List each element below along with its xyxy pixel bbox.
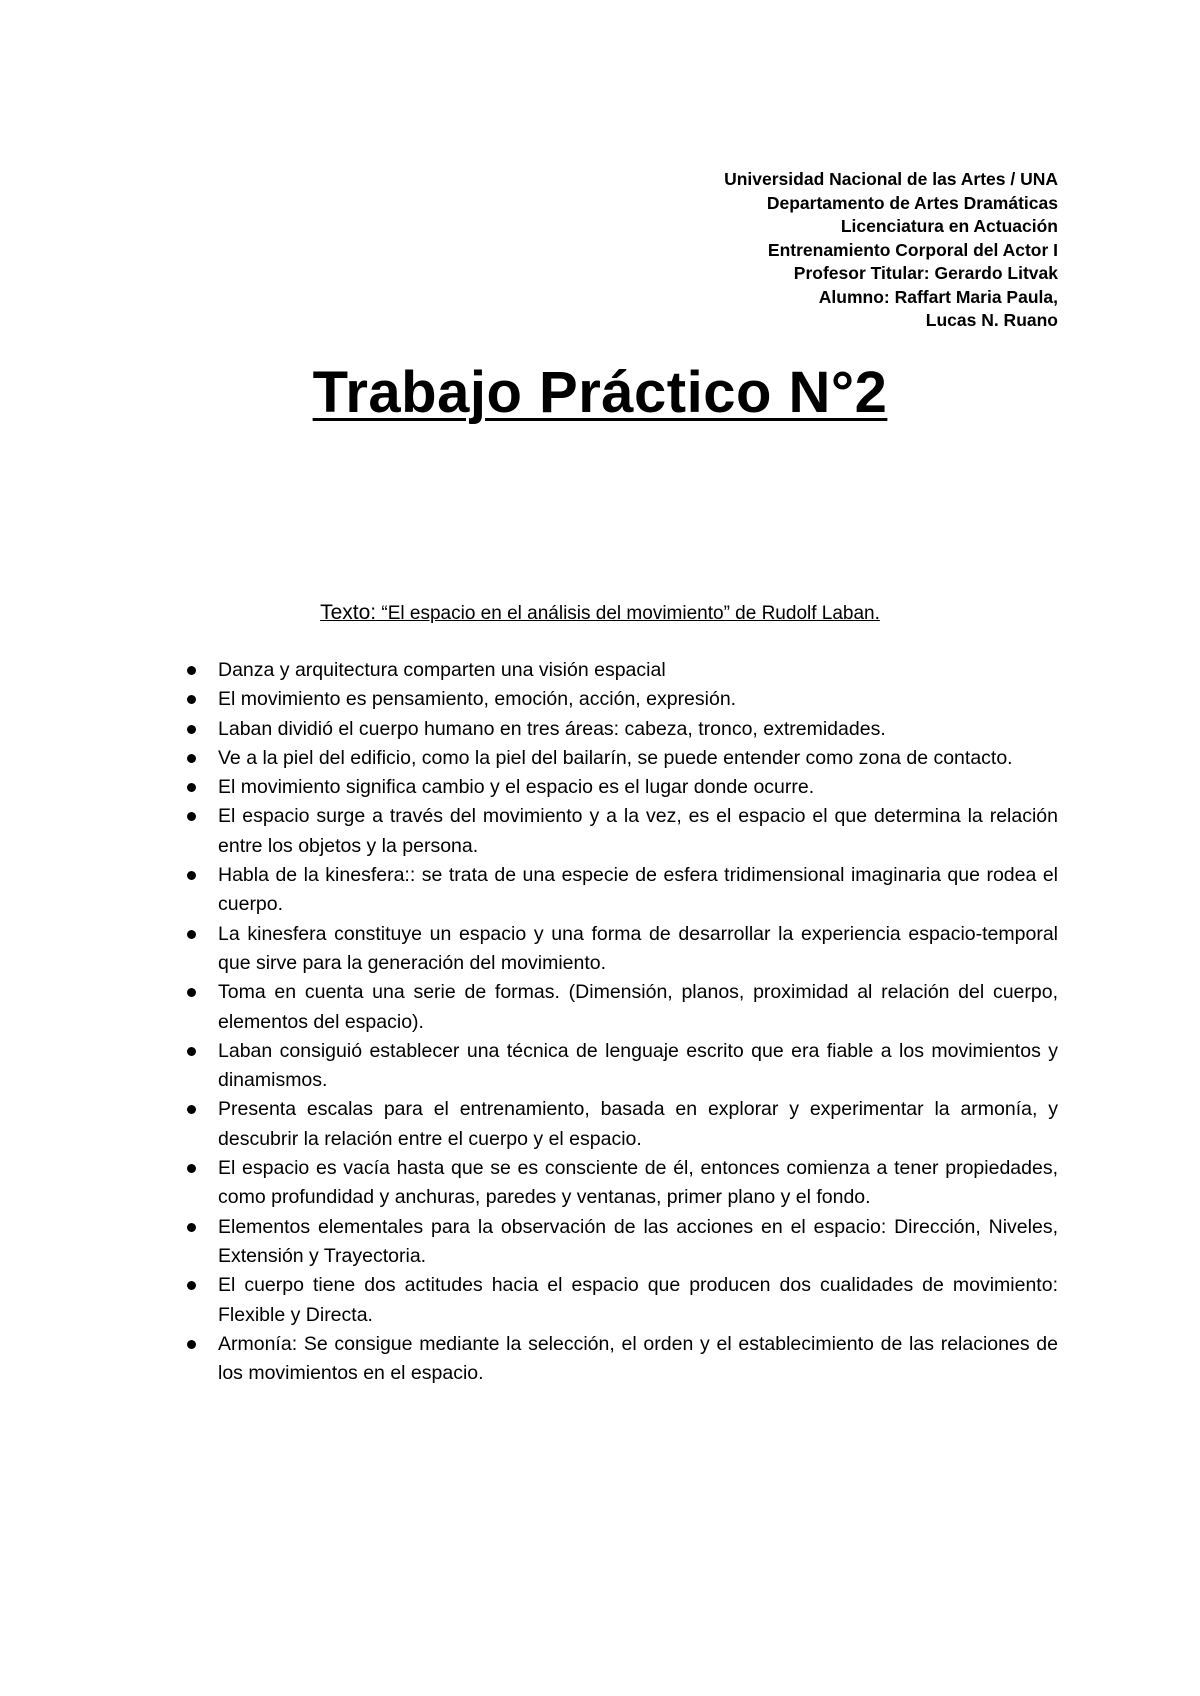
summary-bullet-list bbox=[218, 656, 1058, 1388]
list-item-text: El espacio surge a través del movimiento y a la vez, es el espacio el que determina la relación entre los objetos y la persona. bbox=[218, 805, 1058, 857]
subject-label: Texto: bbox=[320, 601, 377, 624]
list-item-text: Danza y arquitectura comparten una visión espacial bbox=[218, 659, 666, 681]
list-item bbox=[218, 1271, 1058, 1330]
list-item bbox=[218, 802, 1058, 861]
bullet-icon bbox=[187, 988, 196, 997]
list-item-text: Laban dividió el cuerpo humano en tres áreas: cabeza, tronco, extremidades. bbox=[218, 717, 886, 740]
bullet-icon bbox=[187, 930, 196, 939]
header-student-2: Lucas N. Ruano bbox=[925, 310, 1058, 330]
list-item-text: La kinesfera constituye un espacio y una forma de desarrollar la experiencia espacio-temporal que sirve para la generación del movimiento. bbox=[218, 922, 1058, 974]
bullet-icon bbox=[187, 812, 196, 821]
bullet-icon bbox=[187, 1281, 196, 1290]
list-item-text: Toma en cuenta una serie de formas. (Dimensión, planos, proximidad al relación del cuerpo, elementos del espacio). bbox=[218, 981, 1058, 1033]
institution-header bbox=[724, 168, 1058, 333]
header-student: Alumno: Raffart Maria Paula, bbox=[818, 286, 1058, 307]
header-department: Departamento de Artes Dramáticas bbox=[766, 192, 1058, 213]
header-course: Entrenamiento Corporal del Actor I bbox=[767, 239, 1058, 260]
list-item-text: Presenta escalas para el entrenamiento, basada en explorar y experimentar la armonía, y descubrir la relación entre el cuerpo y el espacio. bbox=[218, 1098, 1058, 1150]
bullet-icon bbox=[187, 695, 196, 704]
list-item bbox=[218, 1330, 1058, 1389]
bullet-icon bbox=[187, 1223, 196, 1232]
bullet-icon bbox=[187, 1340, 196, 1349]
bullet-icon bbox=[187, 666, 196, 675]
list-item-text: El cuerpo tiene dos actitudes hacia el espacio que producen dos cualidades de movimiento: Flexible y Directa. bbox=[218, 1274, 1058, 1326]
list-item-text: El espacio es vacía hasta que se es consciente de él, entonces comienza a tener propiedades, como profundidad y anchuras, paredes y ventanas, primer plano y el fondo. bbox=[218, 1157, 1058, 1209]
list-item-text: Elementos elementales para la observación de las acciones en el espacio: Dirección, Niveles, Extensión y Trayectoria. bbox=[218, 1215, 1058, 1267]
list-item-text: El movimiento es pensamiento, emoción, acción, expresión. bbox=[218, 688, 737, 711]
list-item-text: Armonía: Se consigue mediante la selección, el orden y el establecimiento de las relaciones de los movimientos en el espacio. bbox=[218, 1332, 1058, 1385]
list-item bbox=[218, 715, 1058, 744]
list-item-text: Habla de la kinesfera:: se trata de una especie de esfera tridimensional imaginaria que rodea el cuerpo. bbox=[218, 864, 1058, 916]
list-item bbox=[218, 744, 1058, 773]
document-title-text: Trabajo Práctico N°2 bbox=[312, 360, 888, 425]
list-item bbox=[218, 656, 1058, 685]
subject-text: “El espacio en el análisis del movimiento” de Rudolf Laban. bbox=[376, 603, 880, 624]
list-item bbox=[218, 1095, 1058, 1154]
header-university: Universidad Nacional de las Artes / UNA bbox=[724, 169, 1058, 189]
list-item-text: El movimiento significa cambio y el espacio es el lugar donde ocurre. bbox=[218, 776, 815, 799]
list-item bbox=[218, 1213, 1058, 1272]
bullet-icon bbox=[187, 754, 196, 763]
list-item bbox=[218, 685, 1058, 714]
text-subject bbox=[0, 600, 1200, 627]
bullet-icon bbox=[187, 871, 196, 880]
list-item bbox=[218, 861, 1058, 920]
bullet-icon bbox=[187, 1047, 196, 1056]
list-item bbox=[218, 978, 1058, 1037]
bullet-icon bbox=[187, 1164, 196, 1173]
list-item bbox=[218, 1154, 1058, 1213]
bullet-icon bbox=[187, 725, 196, 734]
document-title bbox=[0, 358, 1200, 428]
list-item bbox=[218, 773, 1058, 802]
bullet-icon bbox=[187, 1105, 196, 1114]
list-item bbox=[218, 1037, 1058, 1096]
bullet-icon bbox=[187, 783, 196, 792]
header-degree: Licenciatura en Actuación bbox=[840, 216, 1058, 236]
list-item-text: Laban consiguió establecer una técnica de lenguaje escrito que era fiable a los movimientos y dinamismos. bbox=[218, 1039, 1058, 1092]
list-item bbox=[218, 920, 1058, 979]
list-item-text: Ve a la piel del edificio, como la piel del bailarín, se puede entender como zona de contacto. bbox=[218, 746, 1013, 769]
header-professor: Profesor Titular: Gerardo Litvak bbox=[793, 263, 1058, 283]
